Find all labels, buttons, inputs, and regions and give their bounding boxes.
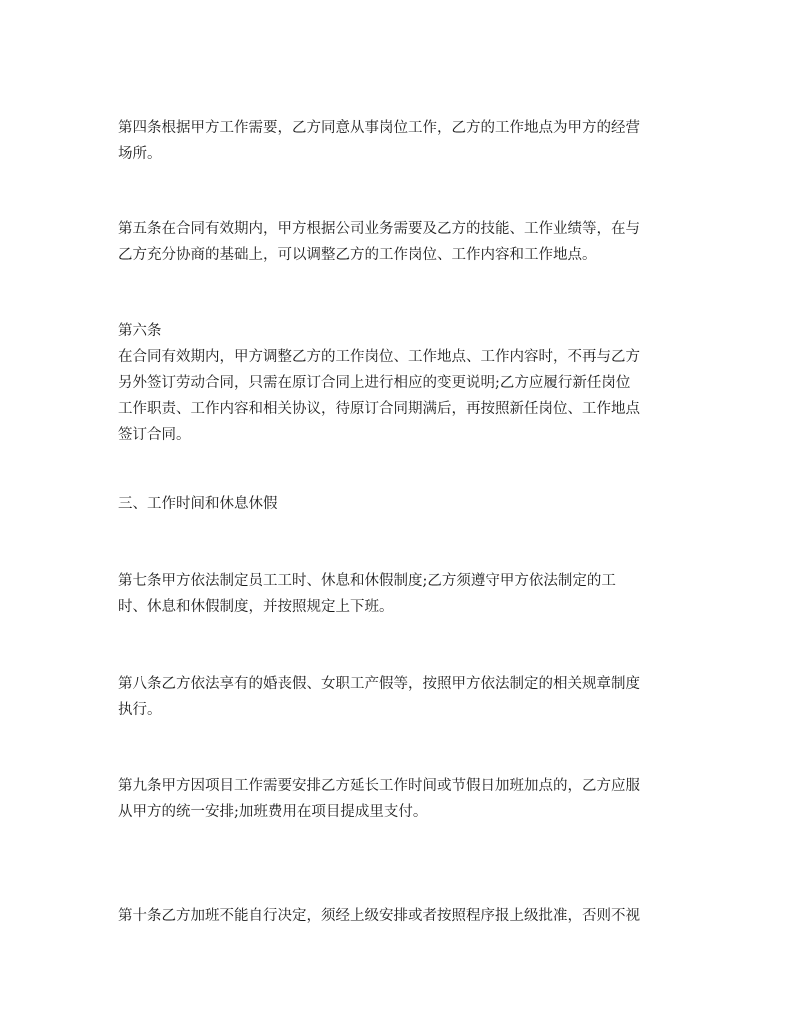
paragraph-line: 第八条乙方依法享有的婚丧假、女职工产假等，按照甲方依法制定的相关规章制度 (118, 676, 640, 692)
article-6-paragraph (118, 318, 684, 448)
paragraph-heading: 第六条 (118, 323, 162, 339)
paragraph-line: 乙方充分协商的基础上，可以调整乙方的工作岗位、工作内容和工作地点。 (118, 247, 597, 263)
article-5-paragraph (118, 216, 684, 268)
paragraph-line: 在合同有效期内，甲方调整乙方的工作岗位、工作地点、工作内容时，不再与乙方 (118, 349, 640, 365)
paragraph-line: 签订合同。 (118, 427, 191, 443)
paragraph-line: 从甲方的统一安排;加班费用在项目提成里支付。 (118, 804, 428, 820)
article-4-paragraph (118, 115, 684, 167)
article-10-paragraph (118, 903, 684, 929)
paragraph-line: 第七条甲方依法制定员工工时、休息和休假制度;乙方须遵守甲方依法制定的工 (118, 573, 616, 589)
paragraph-line: 时、休息和休假制度，并按照规定上下班。 (118, 599, 394, 615)
article-8-paragraph (118, 671, 684, 723)
article-9-paragraph (118, 773, 684, 825)
paragraph-line: 工作职责、工作内容和相关协议，待原订合同期满后，再按照新任岗位、工作地点 (118, 401, 640, 417)
article-7-paragraph (118, 568, 684, 620)
paragraph-line: 第四条根据甲方工作需要，乙方同意从事岗位工作，乙方的工作地点为甲方的经营 (118, 120, 640, 136)
paragraph-line: 另外签订劳动合同，只需在原订合同上进行相应的变更说明;乙方应履行新任岗位 (118, 375, 631, 391)
section-3-heading (118, 491, 684, 517)
paragraph-line: 场所。 (118, 146, 162, 162)
paragraph-line: 第九条甲方因项目工作需要安排乙方延长工作时间或节假日加班加点的，乙方应服 (118, 778, 640, 794)
paragraph-line: 执行。 (118, 702, 162, 718)
section-title: 三、工作时间和休息休假 (118, 496, 278, 512)
paragraph-line: 第五条在合同有效期内，甲方根据公司业务需要及乙方的技能、工作业绩等，在与 (118, 221, 640, 237)
paragraph-line: 第十条乙方加班不能自行决定，须经上级安排或者按照程序报上级批准，否则不视 (118, 908, 640, 924)
